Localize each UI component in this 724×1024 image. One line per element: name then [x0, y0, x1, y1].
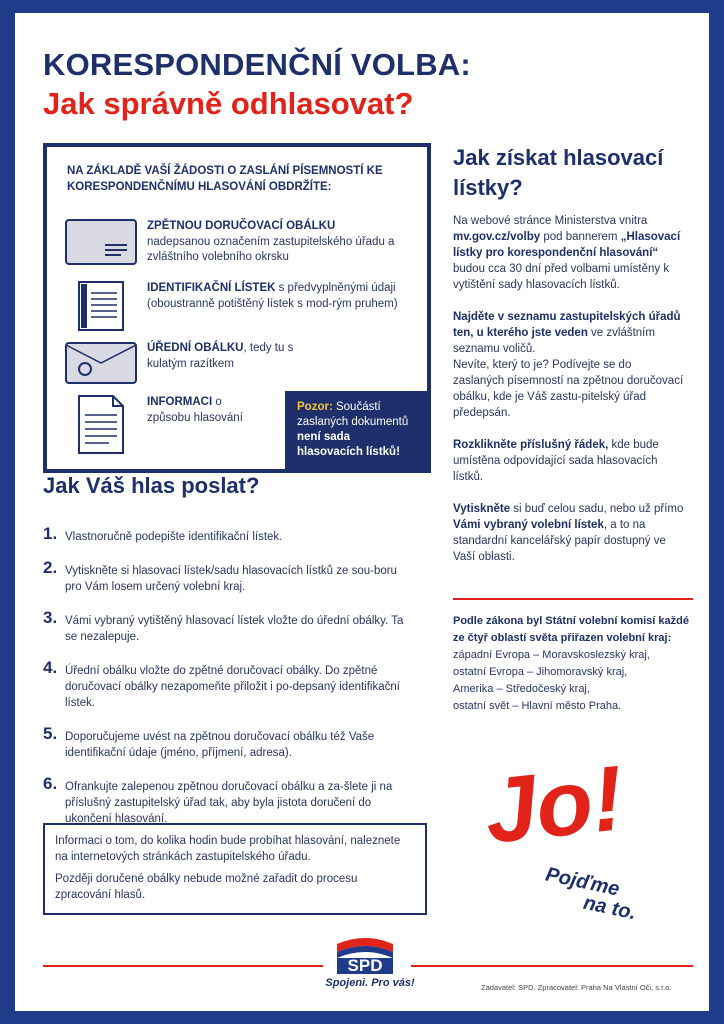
warning-emphasis: není sada hlasovacích lístků!	[297, 431, 400, 458]
text: kde bude umístěna odpovídající sada hlasovacích lístků.	[453, 439, 659, 483]
warning-panel	[285, 391, 431, 473]
step-text: Vlastnoručně podepište identifikační lístek.	[65, 531, 283, 543]
item-information-title: INFORMACI	[147, 396, 213, 408]
item-information-text	[147, 395, 267, 426]
jo-line-1: Pojďme	[543, 863, 622, 901]
emphasis: Najděte v seznamu zastupitelských úřadů ten, u kterého jste veden	[453, 311, 681, 339]
step-number: 5.	[43, 724, 58, 743]
info-late-text: Později doručené obálky nebude možné zařadit do procesu zpracování hlasů.	[55, 873, 358, 901]
credit-text: Zadavatel: SPD. Zpracovatel: Praha Na Vlastní Oči, s.r.o.	[481, 983, 672, 992]
get-instructions	[453, 213, 685, 581]
step-text: Ofrankujte zalepenou zpětnou doručovací obálku a za-šlete ji na příslušný zastupitelský úřad tak, aby byla jistota doručení do ukončení hlasování.	[65, 781, 393, 825]
banner-name: „Hlasovací lístky pro korespondenční hlasování“	[453, 231, 681, 259]
warning-text: Součástí zaslaných dokumentů	[297, 401, 409, 428]
main-subtitle: Jak správně odhlasovat?	[43, 86, 414, 121]
text: Nevíte, který to je? Podívejte se do zaslaných písemností na zpětnou doručovací obálku, kde je Váš zastu-pitelský úřad předepsán.	[453, 359, 684, 419]
text: budou cca 30 dní před volbami umístěny k vytištění sady hlasovacích lístků.	[453, 263, 670, 291]
emphasis: Vytiskněte	[453, 503, 511, 515]
text: ve zvláštním seznamu voličů.	[453, 327, 655, 355]
item-id-card-title: IDENTIFIKAČNÍ LÍSTEK	[147, 282, 276, 294]
party-slogan: Spojeni. Pro vás!	[325, 977, 415, 989]
step-text: Doporučujeme uvést na zpětnou doručovací obálku též Vaše identifikační údaje (jméno, příjmení, adresa).	[65, 731, 375, 759]
regions-heading: Podle zákona byl Státní volební komisí každé ze čtyř oblastí světa přiřazen volební kraj:	[453, 615, 689, 644]
region-line: ostatní Evropa – Jihomoravský kraj,	[453, 666, 628, 678]
step-5	[43, 724, 413, 761]
step-number: 2.	[43, 558, 58, 577]
warning-label: Pozor:	[297, 401, 333, 413]
info-hours-text: Informaci o tom, do kolika hodin bude probíhat hlasování, naleznete na internetových stránkách zastupitelského úřadu.	[55, 835, 401, 863]
step-3	[43, 608, 413, 645]
text: si buď celou sadu, nebo už přímo	[510, 503, 684, 515]
info-box	[43, 823, 427, 915]
region-line: ostatní svět – Hlavní město Praha.	[453, 700, 622, 712]
footer-line-left	[43, 965, 323, 967]
text: , a to na standardní kancelářský papír dostupný ve Vaší oblasti.	[453, 519, 666, 563]
main-title: KORESPONDENČNÍ VOLBA:	[43, 47, 471, 82]
region-line: Amerika – Středočeský kraj,	[453, 683, 590, 695]
step-number: 1.	[43, 524, 58, 543]
step-text: Úřední obálku vložte do zpětné doručovací obálky. Do zpětné doručovací obálky nezapomeňte přiložit i po-depsaný identifikační lístek.	[65, 665, 400, 709]
jo-line-2: na to.	[581, 891, 639, 925]
item-envelope-desc: nadepsanou označením zastupitelského úřadu a zvláštního volebního okrsku	[147, 235, 395, 263]
item-official-envelope-text	[147, 341, 297, 372]
documents-box	[43, 143, 431, 473]
step-number: 6.	[43, 774, 58, 793]
logo-text: SPD	[347, 956, 383, 975]
emphasis: Rozklikněte příslušný řádek,	[453, 439, 609, 451]
footer-line-right	[411, 965, 693, 967]
step-number: 4.	[43, 658, 58, 677]
step-number: 3.	[43, 608, 58, 627]
text: pod bannerem	[540, 231, 621, 243]
get-para-3	[453, 437, 685, 485]
item-official-envelope-title: ÚŘEDNÍ OBÁLKU	[147, 342, 244, 354]
item-envelope-title: ZPĚTNOU DORUČOVACÍ OBÁLKU	[147, 220, 336, 232]
regions-note	[453, 613, 693, 715]
get-para-1	[453, 213, 685, 293]
flyer-page	[15, 13, 709, 1011]
emphasis: Vámi vybraný volební lístek	[453, 519, 604, 531]
documents-heading: NA ZÁKLADĚ VAŠÍ ŽÁDOSTI O ZASLÁNÍ PÍSEMNOSTÍ KE KORESPONDENČNÍMU HLASOVÁNÍ OBDRŽÍTE:	[67, 165, 383, 193]
item-information-desc: o způsobu hlasování	[147, 396, 243, 424]
jo-text: Jo!	[479, 747, 628, 863]
get-heading: Jak získat hlasovací lístky?	[453, 145, 664, 200]
item-id-card-desc: s předvyplněnými údaji (oboustranně potištěný lístek s mod-rým pruhem)	[147, 282, 398, 310]
spd-logo	[327, 930, 403, 1000]
step-text: Vámi vybraný vytištěný hlasovací lístek vložte do úřední obálky. Ta se nezalepuje.	[65, 615, 404, 643]
item-id-card-text	[147, 281, 427, 312]
item-envelope-text	[147, 219, 427, 266]
get-para-2	[453, 309, 685, 421]
stamped-envelope-icon	[65, 341, 137, 385]
website-link: mv.gov.cz/volby	[453, 231, 541, 243]
id-card-icon	[65, 281, 137, 331]
document-icon	[65, 395, 137, 455]
text: Na webové stránce Ministerstva vnitra	[453, 215, 648, 227]
item-official-envelope-desc: , tedy tu s kulatým razítkem	[147, 342, 294, 370]
step-2	[43, 558, 413, 595]
divider	[453, 598, 693, 600]
send-heading: Jak Váš hlas poslat?	[43, 473, 260, 498]
step-1	[43, 524, 423, 545]
envelope-icon	[65, 219, 137, 265]
step-4	[43, 658, 413, 711]
get-para-4	[453, 501, 685, 565]
step-6	[43, 774, 413, 827]
region-line: západní Evropa – Moravskoslezský kraj,	[453, 649, 650, 661]
jo-slogan-graphic	[479, 747, 695, 953]
step-text: Vytiskněte si hlasovací lístek/sadu hlasovacích lístků ze sou-boru pro Vám losem určený volební kraj.	[65, 565, 397, 593]
